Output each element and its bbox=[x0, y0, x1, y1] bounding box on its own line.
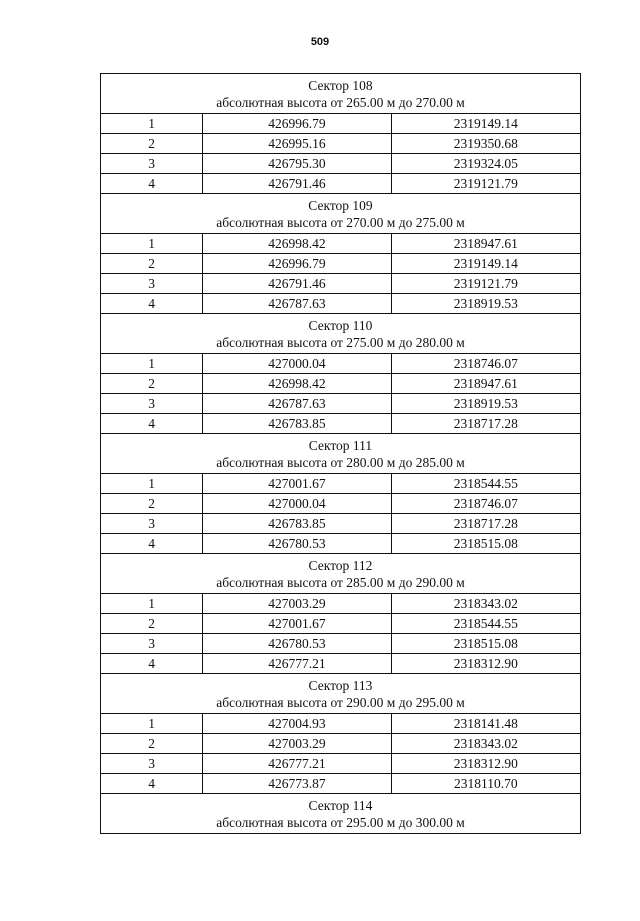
x-coordinate-cell: 426783.85 bbox=[203, 514, 391, 534]
y-coordinate-cell: 2319121.79 bbox=[391, 274, 580, 294]
point-number-cell: 1 bbox=[101, 474, 203, 494]
sector-title: Сектор 112 bbox=[308, 557, 373, 573]
table-row bbox=[101, 634, 581, 654]
sector-altitude-range: абсолютная высота от 295.00 м до 300.00 м bbox=[216, 814, 465, 830]
point-number-cell: 4 bbox=[101, 174, 203, 194]
sector-header-row bbox=[101, 434, 581, 474]
point-number-cell: 4 bbox=[101, 654, 203, 674]
point-number-cell: 2 bbox=[101, 134, 203, 154]
x-coordinate-cell: 426998.42 bbox=[203, 234, 391, 254]
y-coordinate-cell: 2318746.07 bbox=[391, 494, 580, 514]
x-coordinate-cell: 426780.53 bbox=[203, 534, 391, 554]
y-coordinate-cell: 2318110.70 bbox=[391, 774, 580, 794]
coordinates-table-body bbox=[101, 74, 581, 834]
point-number-cell: 3 bbox=[101, 394, 203, 414]
sector-title: Сектор 109 bbox=[308, 197, 373, 213]
y-coordinate-cell: 2319121.79 bbox=[391, 174, 580, 194]
sector-header-cell bbox=[101, 674, 581, 714]
sector-title: Сектор 108 bbox=[308, 77, 373, 93]
table-row bbox=[101, 294, 581, 314]
sector-altitude-range: абсолютная высота от 270.00 м до 275.00 м bbox=[216, 214, 465, 230]
y-coordinate-cell: 2318544.55 bbox=[391, 614, 580, 634]
point-number-cell: 4 bbox=[101, 414, 203, 434]
sector-header-row bbox=[101, 314, 581, 354]
point-number-cell: 4 bbox=[101, 534, 203, 554]
table-row bbox=[101, 494, 581, 514]
sector-header-row bbox=[101, 74, 581, 114]
sector-altitude-range: абсолютная высота от 275.00 м до 280.00 м bbox=[216, 334, 465, 350]
point-number-cell: 2 bbox=[101, 494, 203, 514]
table-row bbox=[101, 234, 581, 254]
point-number-cell: 3 bbox=[101, 634, 203, 654]
x-coordinate-cell: 426787.63 bbox=[203, 394, 391, 414]
sector-title: Сектор 114 bbox=[308, 797, 373, 813]
sector-altitude-range: абсолютная высота от 290.00 м до 295.00 м bbox=[216, 694, 465, 710]
point-number-cell: 3 bbox=[101, 274, 203, 294]
y-coordinate-cell: 2319350.68 bbox=[391, 134, 580, 154]
y-coordinate-cell: 2318343.02 bbox=[391, 734, 580, 754]
sector-altitude-range: абсолютная высота от 280.00 м до 285.00 м bbox=[216, 454, 465, 470]
sector-header-cell bbox=[101, 794, 581, 834]
x-coordinate-cell: 426791.46 bbox=[203, 174, 391, 194]
sector-header-cell bbox=[101, 434, 581, 474]
y-coordinate-cell: 2318312.90 bbox=[391, 654, 580, 674]
y-coordinate-cell: 2319149.14 bbox=[391, 114, 580, 134]
x-coordinate-cell: 426795.30 bbox=[203, 154, 391, 174]
page-number: 509 bbox=[310, 36, 330, 48]
sector-header-cell bbox=[101, 314, 581, 354]
table-row bbox=[101, 754, 581, 774]
point-number-cell: 3 bbox=[101, 514, 203, 534]
point-number-cell: 1 bbox=[101, 114, 203, 134]
table-row bbox=[101, 734, 581, 754]
y-coordinate-cell: 2318515.08 bbox=[391, 534, 580, 554]
y-coordinate-cell: 2319324.05 bbox=[391, 154, 580, 174]
y-coordinate-cell: 2318717.28 bbox=[391, 414, 580, 434]
table-row bbox=[101, 134, 581, 154]
table-row bbox=[101, 474, 581, 494]
point-number-cell: 4 bbox=[101, 774, 203, 794]
x-coordinate-cell: 426777.21 bbox=[203, 654, 391, 674]
y-coordinate-cell: 2318343.02 bbox=[391, 594, 580, 614]
table-row bbox=[101, 774, 581, 794]
x-coordinate-cell: 426996.79 bbox=[203, 254, 391, 274]
y-coordinate-cell: 2318919.53 bbox=[391, 294, 580, 314]
sector-title: Сектор 111 bbox=[308, 437, 373, 453]
y-coordinate-cell: 2318947.61 bbox=[391, 374, 580, 394]
point-number-cell: 1 bbox=[101, 714, 203, 734]
point-number-cell: 3 bbox=[101, 154, 203, 174]
x-coordinate-cell: 426787.63 bbox=[203, 294, 391, 314]
table-row bbox=[101, 614, 581, 634]
table-row bbox=[101, 394, 581, 414]
point-number-cell: 1 bbox=[101, 234, 203, 254]
x-coordinate-cell: 426996.79 bbox=[203, 114, 391, 134]
table-row bbox=[101, 254, 581, 274]
x-coordinate-cell: 426773.87 bbox=[203, 774, 391, 794]
table-row bbox=[101, 654, 581, 674]
point-number-cell: 2 bbox=[101, 734, 203, 754]
sector-header-cell bbox=[101, 194, 581, 234]
sector-header-cell bbox=[101, 74, 581, 114]
table-row bbox=[101, 514, 581, 534]
sector-header-row bbox=[101, 554, 581, 594]
y-coordinate-cell: 2318544.55 bbox=[391, 474, 580, 494]
sector-title: Сектор 110 bbox=[308, 317, 373, 333]
point-number-cell: 3 bbox=[101, 754, 203, 774]
x-coordinate-cell: 426791.46 bbox=[203, 274, 391, 294]
y-coordinate-cell: 2318919.53 bbox=[391, 394, 580, 414]
x-coordinate-cell: 427001.67 bbox=[203, 614, 391, 634]
table-row bbox=[101, 174, 581, 194]
table-row bbox=[101, 594, 581, 614]
x-coordinate-cell: 426777.21 bbox=[203, 754, 391, 774]
coordinates-table bbox=[100, 73, 581, 834]
table-row bbox=[101, 354, 581, 374]
x-coordinate-cell: 426783.85 bbox=[203, 414, 391, 434]
point-number-cell: 1 bbox=[101, 354, 203, 374]
y-coordinate-cell: 2318947.61 bbox=[391, 234, 580, 254]
table-row bbox=[101, 374, 581, 394]
x-coordinate-cell: 426995.16 bbox=[203, 134, 391, 154]
sector-header-row bbox=[101, 794, 581, 834]
x-coordinate-cell: 427004.93 bbox=[203, 714, 391, 734]
table-row bbox=[101, 114, 581, 134]
y-coordinate-cell: 2319149.14 bbox=[391, 254, 580, 274]
x-coordinate-cell: 427003.29 bbox=[203, 734, 391, 754]
y-coordinate-cell: 2318312.90 bbox=[391, 754, 580, 774]
table-row bbox=[101, 274, 581, 294]
point-number-cell: 1 bbox=[101, 594, 203, 614]
x-coordinate-cell: 427000.04 bbox=[203, 494, 391, 514]
x-coordinate-cell: 427001.67 bbox=[203, 474, 391, 494]
point-number-cell: 2 bbox=[101, 614, 203, 634]
y-coordinate-cell: 2318515.08 bbox=[391, 634, 580, 654]
sector-header-row bbox=[101, 674, 581, 714]
y-coordinate-cell: 2318141.48 bbox=[391, 714, 580, 734]
sector-altitude-range: абсолютная высота от 265.00 м до 270.00 м bbox=[216, 94, 465, 110]
table-row bbox=[101, 154, 581, 174]
table-row bbox=[101, 534, 581, 554]
sector-header-row bbox=[101, 194, 581, 234]
y-coordinate-cell: 2318746.07 bbox=[391, 354, 580, 374]
sector-title: Сектор 113 bbox=[308, 677, 373, 693]
point-number-cell: 4 bbox=[101, 294, 203, 314]
x-coordinate-cell: 427000.04 bbox=[203, 354, 391, 374]
x-coordinate-cell: 427003.29 bbox=[203, 594, 391, 614]
x-coordinate-cell: 426998.42 bbox=[203, 374, 391, 394]
x-coordinate-cell: 426780.53 bbox=[203, 634, 391, 654]
sector-altitude-range: абсолютная высота от 285.00 м до 290.00 м bbox=[216, 574, 465, 590]
sector-header-cell bbox=[101, 554, 581, 594]
table-row bbox=[101, 714, 581, 734]
y-coordinate-cell: 2318717.28 bbox=[391, 514, 580, 534]
table-row bbox=[101, 414, 581, 434]
point-number-cell: 2 bbox=[101, 374, 203, 394]
point-number-cell: 2 bbox=[101, 254, 203, 274]
